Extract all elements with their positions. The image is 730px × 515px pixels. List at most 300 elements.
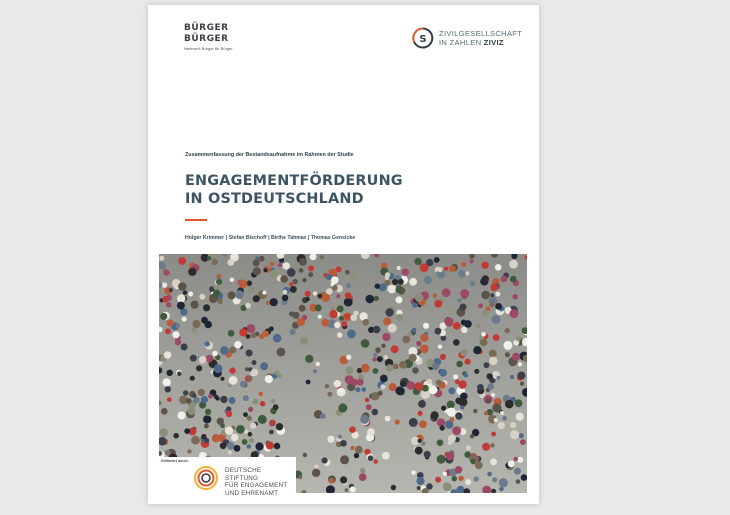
crowd-person	[346, 283, 351, 288]
crowd-person	[334, 380, 341, 387]
crowd-person	[505, 400, 514, 409]
crowd-person	[375, 347, 381, 353]
author-separator: |	[225, 235, 228, 241]
crowd-person	[373, 326, 381, 334]
crowd-person	[217, 274, 221, 278]
crowd-person	[258, 392, 263, 397]
crowd-person	[207, 256, 211, 260]
crowd-person	[332, 285, 338, 291]
crowd-person	[460, 304, 467, 311]
crowd-person	[273, 334, 282, 343]
buerger-fuer-buerger-logo	[184, 23, 233, 51]
crowd-person	[163, 378, 171, 386]
crowd-person	[418, 400, 426, 408]
crowd-person	[247, 376, 253, 382]
crowd-person	[270, 270, 279, 279]
crowd-person	[418, 439, 422, 443]
crowd-person	[328, 478, 334, 484]
crowd-person	[487, 472, 492, 477]
crowd-person	[439, 369, 447, 377]
crowd-person	[493, 334, 500, 341]
crowd-person	[229, 397, 236, 404]
crowd-person	[397, 266, 401, 270]
crowd-person	[162, 282, 168, 288]
crowd-person	[226, 411, 233, 418]
crowd-person	[359, 473, 367, 481]
crowd-person	[510, 375, 514, 379]
crowd-person	[396, 296, 403, 303]
crowd-person	[201, 396, 208, 403]
crowd-person	[419, 420, 427, 428]
crowd-person	[228, 291, 236, 299]
crowd-person	[489, 302, 494, 307]
crowd-person	[378, 391, 383, 396]
crowd-person	[354, 311, 359, 316]
crowd-person	[409, 418, 418, 427]
crowd-person	[512, 353, 520, 361]
crowd-person	[361, 364, 370, 373]
crowd-person	[495, 292, 500, 297]
crowd-person	[464, 359, 470, 365]
crowd-person	[515, 399, 523, 407]
crowd-person	[167, 370, 173, 376]
crowd-person	[165, 328, 171, 334]
foundation-logo-icon	[193, 465, 219, 491]
crowd-person	[177, 372, 182, 377]
crowd-person	[312, 469, 320, 477]
crowd-person	[435, 328, 442, 335]
crowd-person	[398, 279, 404, 285]
crowd-person	[518, 362, 522, 366]
crowd-person	[452, 476, 457, 481]
crowd-person	[495, 303, 502, 310]
crowd-person	[456, 361, 463, 368]
logo-tagline: Netzwerk Bürger für Bürger	[184, 46, 233, 51]
crowd-person	[292, 312, 299, 319]
crowd-person	[322, 457, 328, 463]
crowd-person	[448, 423, 453, 428]
crowd-person	[385, 272, 390, 277]
crowd-person	[474, 369, 479, 374]
crowd-person	[484, 362, 490, 368]
crowd-person	[492, 403, 501, 412]
crowd-person	[165, 386, 171, 392]
crowd-person	[322, 294, 330, 302]
crowd-person	[438, 267, 443, 272]
cover-kicker: Zusammenfassung der Bestandsaufnahme im Rahmen der Studie	[185, 152, 354, 158]
crowd-person	[225, 427, 233, 435]
logo-line-2: BÜRGER	[184, 34, 229, 44]
crowd-person	[190, 355, 197, 362]
crowd-person	[308, 265, 314, 271]
crowd-person	[470, 434, 474, 438]
crowd-person	[434, 300, 442, 308]
crowd-person	[437, 439, 444, 446]
crowd-person	[340, 440, 347, 447]
crowd-person	[513, 294, 518, 299]
crowd-person	[402, 336, 410, 344]
crowd-person	[482, 310, 488, 316]
crowd-person	[380, 375, 388, 383]
crowd-person	[213, 290, 220, 297]
crowd-person	[445, 317, 454, 326]
crowd-person	[380, 384, 385, 389]
crowd-person	[417, 486, 421, 490]
crowd-person	[392, 279, 398, 285]
crowd-person	[313, 369, 317, 373]
crowd-person	[273, 404, 279, 410]
crowd-person	[420, 263, 429, 272]
crowd-person	[228, 450, 232, 454]
crowd-person	[160, 313, 167, 320]
crowd-person	[487, 373, 493, 379]
crowd-person	[374, 296, 379, 301]
crowd-person	[494, 418, 498, 422]
crowd-person	[505, 352, 510, 357]
crowd-person	[501, 276, 508, 283]
crowd-person	[186, 398, 192, 404]
crowd-person	[424, 451, 431, 458]
crowd-person	[396, 314, 403, 321]
crowd-person	[350, 273, 358, 281]
crowd-person	[435, 477, 441, 483]
crowd-person	[166, 295, 172, 301]
crowd-person	[318, 315, 322, 319]
crowd-person	[321, 319, 329, 327]
crowd-person	[270, 422, 275, 427]
crowd-person	[327, 436, 334, 443]
crowd-person	[442, 288, 451, 297]
crowd-person	[229, 376, 238, 385]
crowd-person	[375, 284, 380, 289]
crowd-person	[283, 262, 290, 269]
crowd-person	[230, 277, 235, 282]
crowd-person	[386, 364, 394, 372]
crowd-person	[457, 298, 461, 302]
crowd-person	[461, 327, 467, 333]
crowd-person	[365, 398, 370, 403]
ziviz-letter: S	[419, 34, 427, 45]
crowd-person	[248, 407, 253, 412]
crowd-person	[366, 404, 372, 410]
crowd-person	[345, 270, 350, 275]
crowd-person	[416, 341, 421, 346]
crowd-person	[458, 270, 466, 278]
crowd-person	[385, 416, 391, 422]
crowd-person	[382, 452, 390, 460]
crowd-person	[178, 282, 186, 290]
crowd-person	[262, 331, 269, 338]
crowd-person	[340, 476, 347, 483]
crowd-person	[234, 341, 241, 348]
crowd-person	[502, 416, 507, 421]
crowd-person	[339, 316, 344, 321]
crowd-person	[320, 255, 324, 259]
crowd-person	[228, 330, 235, 337]
crowd-person	[490, 284, 498, 292]
crowd-person	[178, 257, 186, 265]
crowd-person	[517, 372, 525, 380]
crowd-person	[305, 291, 311, 297]
crowd-person	[452, 426, 461, 435]
crowd-person	[236, 425, 245, 434]
crowd-person	[416, 477, 424, 485]
crowd-person	[513, 457, 518, 462]
crowd-person	[373, 353, 377, 357]
foundation-line-1: DEUTSCHE STIFTUNG	[225, 467, 262, 482]
crowd-person	[441, 406, 446, 411]
crowd-person	[208, 394, 213, 399]
crowd-person	[520, 439, 526, 445]
author-name: Birthe Tahmaz	[270, 235, 307, 241]
crowd-person	[245, 367, 249, 371]
crowd-person	[379, 283, 387, 291]
crowd-person	[263, 268, 267, 272]
crowd-person	[349, 426, 356, 433]
crowd-person	[166, 302, 171, 307]
crowd-person	[172, 331, 179, 338]
crowd-person	[473, 409, 477, 413]
crowd-person	[475, 461, 483, 469]
crowd-person	[205, 409, 211, 415]
author-list	[185, 235, 355, 241]
crowd-person	[231, 434, 238, 441]
crowd-person	[465, 479, 471, 485]
crowd-person	[391, 345, 399, 353]
crowd-person	[198, 389, 205, 396]
crowd-person	[159, 256, 164, 261]
crowd-person	[212, 259, 218, 265]
crowd-person	[490, 458, 497, 465]
crowd-person	[464, 373, 468, 377]
author-name: Holger Krimmer	[185, 235, 225, 241]
crowd-person	[486, 399, 491, 404]
crowd-person	[251, 369, 258, 376]
crowd-person	[252, 399, 258, 405]
crowd-person	[338, 388, 343, 393]
crowd-person	[498, 422, 505, 429]
crowd-person	[427, 379, 432, 384]
crowd-person	[474, 476, 479, 481]
crowd-person	[516, 413, 524, 421]
crowd-person	[262, 291, 266, 295]
crowd-person	[354, 453, 359, 458]
crowd-person	[167, 397, 172, 402]
crowd-person	[191, 301, 199, 309]
crowd-person	[402, 269, 409, 276]
ziviz-line-2	[439, 38, 522, 47]
crowd-person	[159, 428, 168, 437]
crowd-person	[227, 259, 234, 266]
crowd-person	[298, 475, 302, 479]
crowd-person	[249, 438, 254, 443]
crowd-person	[372, 357, 376, 361]
crowd-person	[373, 368, 379, 374]
crowd-person	[362, 319, 369, 326]
crowd-person	[274, 443, 281, 450]
crowd-person	[313, 291, 317, 295]
crowd-person	[436, 380, 442, 386]
crowd-person	[338, 435, 342, 439]
crowd-person	[481, 291, 490, 300]
crowd-person	[412, 328, 417, 333]
crowd-person	[443, 472, 447, 476]
crowd-person	[314, 465, 318, 469]
crowd-person	[458, 380, 466, 388]
crowd-person	[346, 366, 354, 374]
crowd-person	[476, 324, 480, 328]
ziviz-logo	[412, 27, 522, 49]
crowd-person	[446, 452, 455, 461]
crowd-person	[360, 415, 369, 424]
crowd-person	[271, 399, 275, 403]
crowd-person	[510, 430, 519, 439]
crowd-person	[366, 295, 375, 304]
crowd-person	[470, 459, 476, 465]
crowd-person	[491, 393, 495, 397]
crowd-person	[516, 337, 521, 342]
crowd-person	[393, 364, 399, 370]
document-cover	[148, 5, 539, 504]
crowd-person	[482, 275, 489, 282]
crowd-person	[325, 384, 330, 389]
crowd-person	[216, 279, 222, 285]
crowd-person	[247, 280, 253, 286]
accent-rule	[185, 219, 207, 221]
crowd-person	[235, 290, 244, 299]
crowd-person	[411, 470, 415, 474]
crowd-person	[188, 292, 193, 297]
crowd-person	[212, 351, 218, 357]
crowd-person	[245, 303, 251, 309]
crowd-person	[484, 411, 488, 415]
sponsor-box	[159, 457, 296, 497]
crowd-person	[482, 443, 490, 451]
crowd-person	[243, 395, 249, 401]
crowd-person	[334, 322, 340, 328]
crowd-person	[510, 276, 517, 283]
foundation-line-3: UND EHRENAMT	[225, 489, 279, 497]
crowd-person	[438, 345, 442, 349]
crowd-person	[355, 387, 360, 392]
crowd-person	[432, 363, 439, 370]
crowd-person	[385, 308, 393, 316]
crowd-person	[481, 332, 486, 337]
crowd-person	[220, 443, 227, 450]
crowd-person	[199, 356, 207, 364]
crowd-person	[182, 317, 187, 322]
crowd-person	[269, 430, 274, 435]
crowd-person	[287, 268, 296, 277]
crowd-person	[492, 477, 497, 482]
crowd-person	[460, 349, 467, 356]
logo-line-1: BÜRGER	[184, 23, 229, 33]
crowd-person	[491, 432, 496, 437]
crowd-person	[282, 295, 288, 301]
foundation-name	[225, 467, 296, 497]
crowd-person	[253, 295, 260, 302]
crowd-person	[252, 360, 257, 365]
crowd-person	[372, 409, 379, 416]
crowd-person	[460, 405, 464, 409]
crowd-person	[253, 259, 260, 266]
crowd-person	[220, 346, 229, 355]
crowd-person	[499, 487, 503, 491]
crowd-person	[247, 416, 252, 421]
crowd-person	[199, 294, 205, 300]
crowd-person	[190, 376, 195, 381]
crowd-person	[447, 401, 455, 409]
crowd-person	[377, 356, 383, 362]
crowd-person	[169, 288, 173, 292]
author-separator: |	[268, 235, 270, 241]
crowd-person	[163, 270, 169, 276]
crowd-person	[251, 333, 257, 339]
crowd-person	[489, 350, 497, 358]
crowd-person	[360, 468, 366, 474]
crowd-person	[519, 433, 524, 438]
crowd-person	[305, 297, 310, 302]
crowd-person	[412, 302, 417, 307]
crowd-person	[269, 262, 274, 267]
crowd-person	[205, 341, 210, 346]
crowd-person	[345, 292, 352, 299]
crowd-person	[247, 324, 256, 333]
crowd-person	[448, 387, 455, 394]
crowd-person	[420, 334, 428, 342]
crowd-person	[161, 408, 168, 415]
crowd-person	[440, 425, 445, 430]
crowd-person	[167, 320, 174, 327]
crowd-person	[299, 268, 304, 273]
crowd-person	[367, 428, 375, 436]
author-separator: |	[307, 235, 310, 241]
author-name: Thomas Gensicke	[310, 235, 356, 241]
crowd-person	[368, 455, 374, 461]
crowd-person	[290, 286, 297, 293]
crowd-person	[270, 298, 278, 306]
title-line-1: ENGAGEMENTFÖRDERUNG	[185, 173, 403, 189]
sponsor-label: Gefördert durch:	[161, 459, 189, 463]
crowd-person	[382, 333, 390, 341]
crowd-person	[351, 379, 358, 386]
crowd-person	[362, 387, 367, 392]
crowd-person	[481, 262, 488, 269]
crowd-person	[415, 447, 423, 455]
crowd-person	[473, 346, 481, 354]
crowd-person	[214, 364, 223, 373]
crowd-person	[220, 377, 224, 381]
crowd-person	[492, 315, 501, 324]
crowd-person	[503, 341, 512, 350]
crowd-person	[183, 290, 187, 294]
crowd-person	[243, 412, 248, 417]
crowd-person	[327, 392, 332, 397]
crowd-person	[440, 354, 446, 360]
crowd-person	[409, 278, 417, 286]
crowd-person	[255, 442, 263, 450]
crowd-person	[274, 370, 279, 375]
crowd-person	[418, 411, 423, 416]
crowd-person	[181, 344, 188, 351]
crowd-person	[388, 324, 397, 333]
crowd-person	[389, 383, 397, 391]
crowd-person	[355, 446, 363, 454]
crowd-person	[289, 282, 293, 286]
ziviz-circle-icon	[412, 27, 434, 49]
crowd-person	[293, 279, 298, 284]
crowd-person	[253, 267, 261, 275]
